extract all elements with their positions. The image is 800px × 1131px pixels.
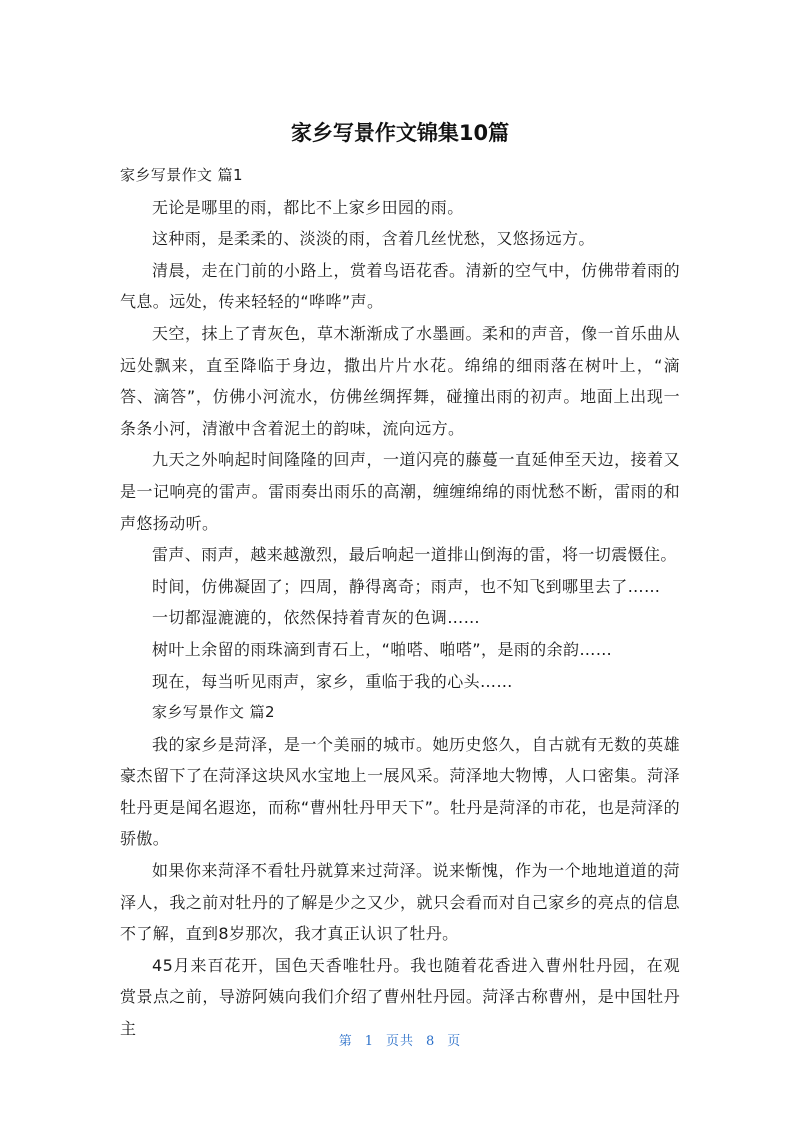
document-title: 家乡写景作文锦集10篇: [290, 121, 510, 145]
paragraph: 如果你来菏泽不看牡丹就算来过菏泽。说来惭愧，作为一个地地道道的菏泽人，我之前对牡丹的了解是少之又少，就只会看而对自己家乡的亮点的信息不了解，直到8岁那次，我才真正认识了牡丹。: [120, 861, 680, 944]
paragraph: 这种雨，是柔柔的、淡淡的雨，含着几丝忧愁，又悠扬远方。: [152, 229, 595, 249]
section-heading: 家乡写景作文 篇2: [152, 703, 275, 722]
footer-total-pages: 8: [426, 1034, 436, 1049]
paragraph: 无论是哪里的雨，都比不上家乡田园的雨。: [152, 197, 464, 217]
page-footer: [0, 1030, 800, 1049]
footer-page-number: 1: [364, 1034, 374, 1049]
section-heading: 家乡写景作文 篇1: [120, 166, 243, 184]
paragraph: 一切都湿漉漉的，依然保持着青灰的色调……: [152, 608, 481, 628]
footer-prefix: 第: [338, 1034, 353, 1049]
paragraph: 我的家乡是菏泽，是一个美丽的城市。她历史悠久，自古就有无数的英雄豪杰留下了在菏泽这块风水宝地上一展风采。菏泽地大物博，人口密集。菏泽牡丹更是闻名遐迩，而称“曹州牡丹甲天下”。牡丹是菏泽的市花，也是菏泽的骄傲。: [120, 734, 680, 849]
paragraph: 45月来百花开，国色天香唯牡丹。我也随着花香进入曹州牡丹园，在观赏景点之前，导游阿姨向我们介绍了曹州牡丹园。菏泽古称曹州，是中国牡丹主: [120, 955, 680, 1039]
paragraph: 树叶上余留的雨珠滴到青石上，“啪嗒、啪嗒”，是雨的余韵……: [152, 639, 613, 659]
paragraph: 天空，抹上了青灰色，草木渐渐成了水墨画。柔和的声音，像一首乐曲从远处飘来，直至降临于身边，撒出片片水花。绵绵的细雨落在树叶上，“滴答、滴答”，仿佛小河流水，仿佛丝绸挥舞，碰撞出雨的初声。地面上出现一条条小河，清澈中含着泥土的韵味，流向远方。: [120, 323, 680, 438]
footer-middle: 页共: [385, 1034, 414, 1049]
footer-suffix: 页: [447, 1034, 462, 1049]
paragraph: 时间，仿佛凝固了；四周，静得离奇；雨声，也不知飞到哪里去了……: [152, 576, 661, 596]
paragraph: 清晨，走在门前的小路上，赏着鸟语花香。清新的空气中，仿佛带着雨的气息。远处，传来轻轻的“哗哗”声。: [120, 260, 680, 312]
paragraph: 雷声、雨声，越来越激烈，最后响起一道排山倒海的雷，将一切震慑住。: [152, 545, 677, 565]
document-body: [120, 160, 680, 1045]
paragraph: 九天之外响起时间隆隆的回声，一道闪亮的藤蔓一直延伸至天边，接着又是一记响亮的雷声。雷雨奏出雨乐的高潮，缠缠绵绵的雨忧愁不断，雷雨的和声悠扬动听。: [120, 450, 680, 533]
paragraph: 现在，每当听见雨声，家乡，重临于我的心头……: [152, 671, 513, 691]
